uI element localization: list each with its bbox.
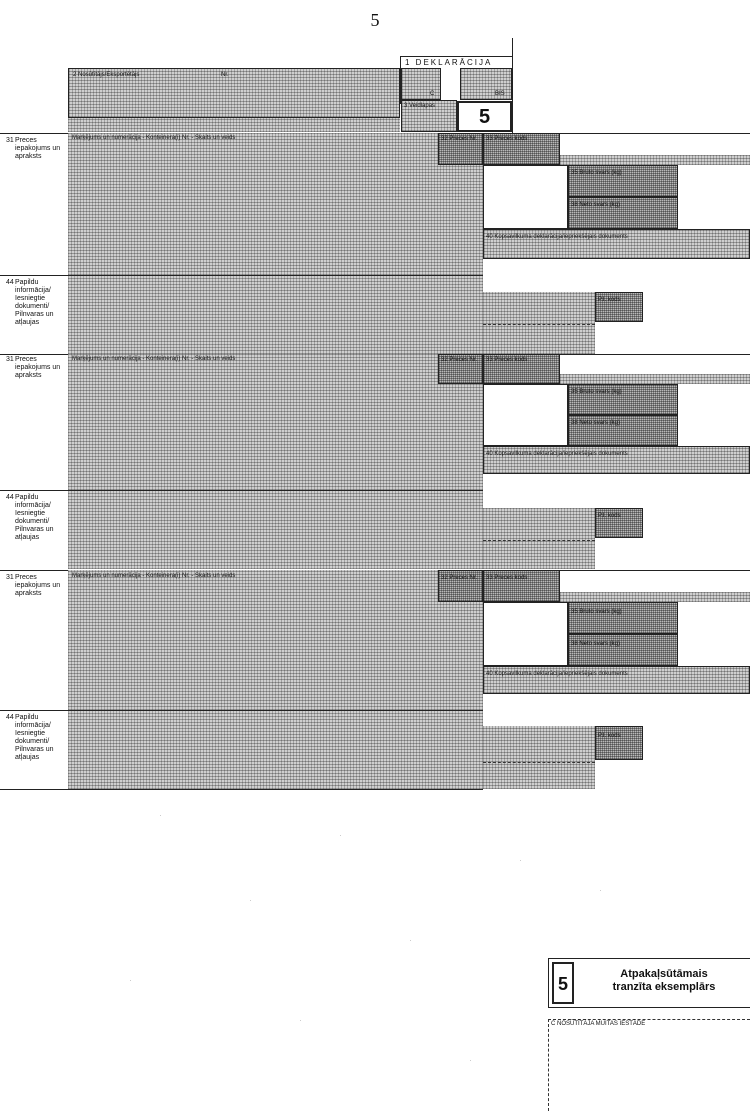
field-33-label: 33 Preces kods [486,575,528,581]
field-33-commodity-code[interactable] [483,570,560,602]
additional-info-field[interactable] [68,491,483,569]
additional-info-extension [483,508,595,569]
page-number: 5 [370,10,380,30]
field-40-previous-document[interactable] [483,446,750,474]
pi-code-field[interactable] [595,292,643,322]
pi-code-label: P.I. kods [598,297,621,303]
pi-code-field[interactable] [595,508,643,538]
field-2-label: 2 Nosūtītājs/Eksportētājs [73,72,140,78]
field-40-label: 40 Kopsavilkuma deklarācija/iepriekšējais dokuments [486,671,628,677]
code-strip [560,155,750,165]
field-35-label: 35 Bruto svars (kg) [571,389,622,395]
cell-bis-label: BIS [495,91,505,97]
cell-c-label: C [430,91,435,97]
marks-and-numbers-field[interactable] [68,570,483,710]
code-strip [560,592,750,602]
blank-field [483,165,568,229]
marks-and-numbers-field[interactable] [68,133,483,275]
field-32-label: 32 Preces Nr. [441,357,478,363]
field-40-label: 40 Kopsavilkuma deklarācija/iepriekšējais dokuments [486,451,628,457]
field-40-previous-document[interactable] [483,229,750,259]
field-35-gross-mass[interactable] [568,384,678,415]
field-1-cell-c[interactable] [401,68,441,100]
field-35-gross-mass[interactable] [568,165,678,197]
field-32-label: 32 Preces Nr. [441,575,478,581]
code-strip [560,374,750,384]
field-35-label: 35 Bruto svars (kg) [571,609,622,615]
field-38-net-mass[interactable] [568,415,678,446]
field-35-gross-mass[interactable] [568,602,678,634]
field-38-label: 38 Neto svars (kg) [571,641,621,647]
blank-field [483,384,568,446]
field-33-label: 33 Preces kods [486,136,528,142]
pi-code-field[interactable] [595,726,643,760]
declaration-title: 1 DEKLARĀCIJA [405,58,493,67]
field-38-label: 38 Neto svars (kg) [571,202,621,208]
field-3-label: 3 Veidlapas [404,103,436,109]
marks-and-numbers-field[interactable] [68,354,483,490]
additional-info-extension [483,726,595,789]
field-32-item-number[interactable] [438,354,483,384]
additional-info-extension [483,292,595,354]
marks-label: Marķējums un numerācija - Konteinera(i) Nr. - Skaits un veids [72,356,236,362]
copy-number: 5 [478,106,491,128]
blank-field [483,602,568,666]
marks-label: Marķējums un numerācija - Konteinera(i) Nr. - Skaits un veids [72,573,236,579]
field-32-item-number[interactable] [438,133,483,165]
field-2-consignor[interactable] [68,68,400,118]
field-33-label: 33 Preces kods [486,357,528,363]
field-38-label: 38 Neto svars (kg) [571,420,621,426]
additional-info-field[interactable] [68,276,483,354]
copy-number-box [457,101,512,132]
field-32-label: 32 Preces Nr. [441,136,478,142]
field-1-cell-bis[interactable] [460,68,512,100]
field-40-label: 40 Kopsavilkuma deklarācija/iepriekšējais dokuments [486,234,628,240]
field-33-commodity-code[interactable] [483,354,560,384]
field-38-net-mass[interactable] [568,634,678,666]
pi-code-label: P.I. kods [598,513,621,519]
return-copy-number: 5 [557,974,568,994]
return-copy-number-box [552,962,574,1004]
field-40-previous-document[interactable] [483,666,750,694]
field-32-item-number[interactable] [438,570,483,602]
field-33-commodity-code[interactable] [483,133,560,165]
return-copy-title-line1: Atpakaļsūtāmais [620,968,708,980]
header-left-strip [68,118,400,132]
marks-label: Marķējums un numerācija - Konteinera(i) Nr. - Skaits un veids [72,135,236,141]
field-38-net-mass[interactable] [568,197,678,229]
office-of-departure-label: C NOSŪTĪTĀJA MUITAS IESTĀDE [551,1021,646,1027]
pi-code-label: P.I. kods [598,733,621,739]
additional-info-field[interactable] [68,711,483,789]
field-35-label: 35 Bruto svars (kg) [571,170,622,176]
field-2-number-label: Nr. [221,72,229,78]
return-copy-title [579,968,749,994]
return-copy-title-line2: tranzīta eksemplārs [612,981,716,993]
field-3-forms[interactable] [401,100,457,132]
return-copy-title-box [548,958,750,1008]
